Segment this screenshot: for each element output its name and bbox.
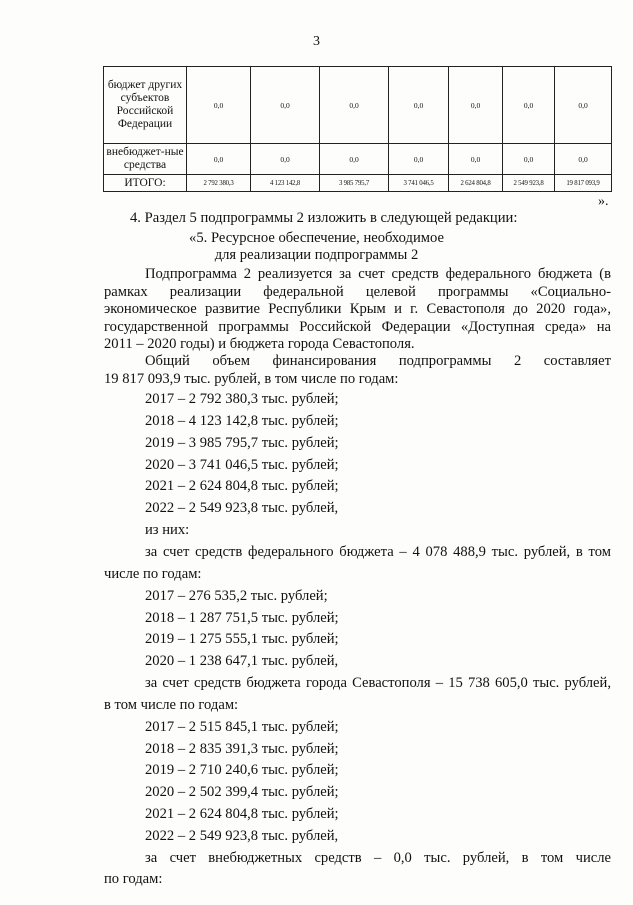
section-heading: для реализации подпрограммы 2 [214, 247, 419, 263]
table-cell: 0,0 [187, 144, 251, 175]
table-cell: 3 741 046,5 [389, 175, 449, 192]
table-cell: 0,0 [503, 144, 555, 175]
row-label: ИТОГО: [104, 175, 187, 192]
item-4-heading: 4. Раздел 5 подпрограммы 2 изложить в следующей редакции: [130, 210, 518, 226]
of-them-line: из них: [145, 522, 190, 538]
year-line: 2022 – 2 549 923,8 тыс. рублей, [145, 828, 339, 844]
year-line: 2022 – 2 549 923,8 тыс. рублей, [145, 500, 339, 516]
paragraph-line: по годам: [104, 871, 163, 887]
year-line: 2020 – 2 502 399,4 тыс. рублей; [145, 784, 339, 800]
table-cell: 2 549 923,8 [503, 175, 555, 192]
table-row-total [104, 175, 612, 192]
table-cell: 4 123 142,8 [251, 175, 320, 192]
paragraph-line: за счет внебюджетных средств – 0,0 тыс. рублей, в том числе [145, 850, 611, 866]
paragraph-line: Подпрограмма 2 реализуется за счет средств федерального бюджета (в [145, 266, 611, 282]
year-line: 2021 – 2 624 804,8 тыс. рублей; [145, 806, 339, 822]
paragraph-line: за счет средств бюджета города Севастополя – 15 738 605,0 тыс. рублей, [145, 675, 611, 691]
year-line: 2017 – 2 515 845,1 тыс. рублей; [145, 719, 339, 735]
table-cell: 0,0 [320, 144, 389, 175]
table-cell: 0,0 [389, 144, 449, 175]
table-cell: 0,0 [555, 67, 612, 144]
year-line: 2018 – 2 835 391,3 тыс. рублей; [145, 741, 339, 757]
table-cell: 0,0 [251, 144, 320, 175]
table-cell: 0,0 [503, 67, 555, 144]
year-line: 2019 – 3 985 795,7 тыс. рублей; [145, 435, 339, 451]
year-line: 2017 – 2 792 380,3 тыс. рублей; [145, 391, 339, 407]
year-line: 2021 – 2 624 804,8 тыс. рублей; [145, 478, 339, 494]
paragraph-line: за счет средств федерального бюджета – 4 078 488,9 тыс. рублей, в том [145, 544, 611, 560]
table-cell: 0,0 [187, 67, 251, 144]
paragraph-line: числе по годам: [104, 566, 202, 582]
section-heading: «5. Ресурсное обеспечение, необходимое [189, 230, 444, 246]
table-cell: 0,0 [251, 67, 320, 144]
year-line: 2018 – 4 123 142,8 тыс. рублей; [145, 413, 339, 429]
table-cell: 2 624 804,8 [449, 175, 503, 192]
table-cell: 0,0 [389, 67, 449, 144]
table-cell: 19 817 093,9 [555, 175, 612, 192]
budget-table [103, 66, 612, 192]
table-cell: 0,0 [449, 67, 503, 144]
paragraph-line: экономическое развитие Республики Крым и г. Севастополя до 2020 года», [104, 301, 611, 317]
row-label: внебюджет-ные средства [104, 144, 187, 175]
table-cell: 2 792 380,3 [187, 175, 251, 192]
row-label: бюджет других субъектов Российской Федерации [104, 67, 187, 144]
table-row [104, 67, 612, 144]
paragraph-line: государственной программы Российской Федерации «Доступная среда» на [104, 319, 611, 335]
year-line: 2019 – 1 275 555,1 тыс. рублей; [145, 631, 339, 647]
table-cell: 0,0 [555, 144, 612, 175]
paragraph-line: рамках реализации федеральной целевой программы «Социально- [104, 284, 611, 300]
paragraph-line: Общий объем финансирования подпрограммы 2 составляет [145, 353, 611, 369]
table-cell: 0,0 [449, 144, 503, 175]
paragraph-line: 19 817 093,9 тыс. рублей, в том числе по годам: [104, 371, 399, 387]
paragraph-line: 2011 – 2020 годы) и бюджета города Севастополя. [104, 336, 415, 352]
table-cell: 0,0 [320, 67, 389, 144]
year-line: 2020 – 3 741 046,5 тыс. рублей; [145, 457, 339, 473]
page-number: 3 [313, 34, 320, 49]
year-line: 2017 – 276 535,2 тыс. рублей; [145, 588, 328, 604]
paragraph-line: в том числе по годам: [104, 697, 239, 713]
table-cell: 3 985 795,7 [320, 175, 389, 192]
year-line: 2018 – 1 287 751,5 тыс. рублей; [145, 610, 339, 626]
year-line: 2019 – 2 710 240,6 тыс. рублей; [145, 762, 339, 778]
year-line: 2020 – 1 238 647,1 тыс. рублей, [145, 653, 339, 669]
quote-close: ». [598, 194, 609, 209]
table-row [104, 144, 612, 175]
